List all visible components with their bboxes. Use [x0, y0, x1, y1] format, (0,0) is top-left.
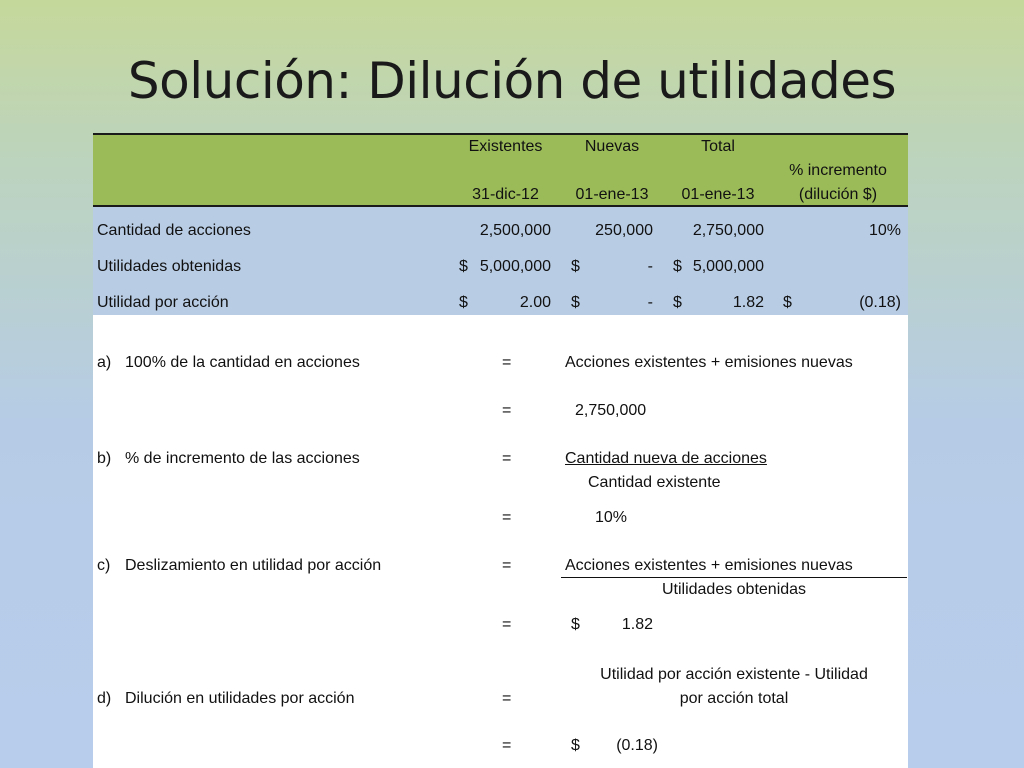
- cell-total: 1.82: [732, 294, 764, 311]
- cell-currency-symbol: $: [673, 258, 682, 275]
- row-label: Utilidad por acción: [97, 294, 229, 311]
- cell-currency-symbol: $: [571, 737, 580, 754]
- item-letter-d: d): [97, 690, 112, 707]
- result-d: (0.18): [616, 737, 658, 754]
- cell-nuevas: -: [647, 294, 653, 311]
- header-total: Total: [701, 138, 735, 155]
- result-b: 10%: [595, 509, 628, 526]
- header-date-nuevas: 01-ene-13: [575, 186, 649, 203]
- header-existentes: Existentes: [468, 138, 543, 155]
- item-letter-c: c): [97, 557, 111, 574]
- cell-total: 5,000,000: [692, 258, 764, 275]
- formula-d-line1: Utilidad por acción existente - Utilidad: [600, 666, 868, 683]
- spreadsheet: [93, 133, 908, 768]
- cell-existentes: 5,000,000: [479, 258, 551, 275]
- denominator-c: Utilidades obtenidas: [661, 581, 807, 598]
- header-date-existentes: 31-dic-12: [472, 186, 539, 203]
- cell-nuevas: 250,000: [595, 222, 653, 239]
- item-label-d: Dilución en utilidades por acción: [125, 690, 355, 707]
- item-label-a: 100% de la cantidad en acciones: [125, 354, 360, 371]
- cell-currency-symbol: $: [673, 294, 682, 311]
- slide-title: Solución: Dilución de utilidades: [127, 52, 897, 110]
- result-a: 2,750,000: [575, 402, 647, 419]
- item-letter-a: a): [97, 354, 112, 371]
- item-label-b: % de incremento de las acciones: [125, 450, 360, 467]
- item-label-c: Deslizamiento en utilidad por acción: [125, 557, 382, 574]
- cell-currency-symbol: $: [571, 616, 580, 633]
- numerator-b: Cantidad nueva de acciones: [565, 450, 767, 467]
- cell-currency-symbol: $: [459, 258, 468, 275]
- item-letter-b: b): [97, 450, 112, 467]
- cell-total: 2,750,000: [692, 222, 764, 239]
- cell-currency-symbol: $: [571, 294, 580, 311]
- cell-currency-symbol: $: [459, 294, 468, 311]
- cell-currency-symbol: $: [571, 258, 580, 275]
- equals-sign: =: [502, 509, 512, 526]
- cell-nuevas: -: [647, 258, 653, 275]
- cell-existentes: 2.00: [519, 294, 551, 311]
- equals-sign: =: [502, 557, 512, 574]
- header-incremento: % incremento: [789, 162, 887, 179]
- cell-currency-symbol: $: [783, 294, 792, 311]
- result-c: 1.82: [621, 616, 653, 633]
- header-nuevas: Nuevas: [584, 138, 640, 155]
- cell-incremento: (0.18): [859, 294, 901, 311]
- row-label: Utilidades obtenidas: [97, 258, 242, 275]
- cell-incremento: 10%: [868, 222, 901, 239]
- fraction-line: [561, 577, 907, 578]
- formula-a: Acciones existentes + emisiones nuevas: [565, 354, 853, 371]
- denominator-b: Cantidad existente: [588, 474, 721, 491]
- equals-sign: =: [502, 402, 512, 419]
- equals-sign: =: [502, 737, 512, 754]
- row-label: Cantidad de acciones: [97, 222, 251, 239]
- equals-sign: =: [502, 690, 512, 707]
- cell-existentes: 2,500,000: [479, 222, 551, 239]
- equals-sign: =: [502, 450, 512, 467]
- numerator-c: Acciones existentes + emisiones nuevas: [565, 557, 853, 574]
- equals-sign: =: [502, 616, 512, 633]
- equals-sign: =: [502, 354, 512, 371]
- formula-d-line2: por acción total: [679, 690, 789, 707]
- header-date-total: 01-ene-13: [681, 186, 755, 203]
- header-dilucion: (dilución $): [798, 186, 878, 203]
